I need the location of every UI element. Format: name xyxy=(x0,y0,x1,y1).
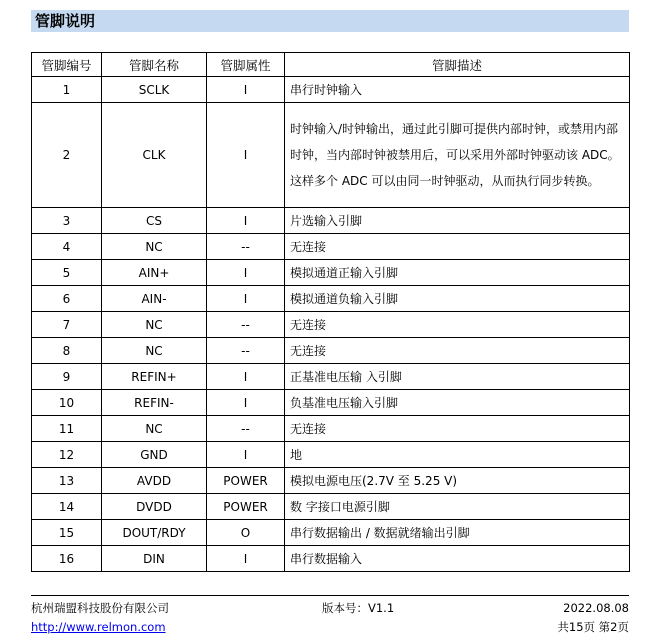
pin-description: 正基准电压输 入引脚 xyxy=(285,364,630,390)
pin-number: 9 xyxy=(32,364,102,390)
table-row xyxy=(32,364,630,390)
pin-number: 2 xyxy=(32,103,102,208)
pin-number: 13 xyxy=(32,468,102,494)
header-pin-attribute: 管脚属性 xyxy=(207,53,285,77)
table-row xyxy=(32,416,630,442)
pin-number: 14 xyxy=(32,494,102,520)
pin-attribute: I xyxy=(207,286,285,312)
pin-attribute: I xyxy=(207,390,285,416)
pin-name: REFIN- xyxy=(102,390,207,416)
pin-attribute: POWER xyxy=(207,468,285,494)
table-row xyxy=(32,442,630,468)
pin-attribute: I xyxy=(207,208,285,234)
pin-attribute: I xyxy=(207,77,285,103)
pin-attribute: -- xyxy=(207,338,285,364)
pin-description: 串行时钟输入 xyxy=(285,77,630,103)
table-row xyxy=(32,468,630,494)
pin-name: GND xyxy=(102,442,207,468)
pin-description: 模拟电源电压(2.7V 至 5.25 V) xyxy=(285,468,630,494)
pin-name: CLK xyxy=(102,103,207,208)
pin-name: NC xyxy=(102,338,207,364)
pin-name: DOUT/RDY xyxy=(102,520,207,546)
pin-name: AIN+ xyxy=(102,260,207,286)
pin-description: 无连接 xyxy=(285,234,630,260)
section-title: 管脚说明 xyxy=(35,12,96,30)
pin-attribute: -- xyxy=(207,416,285,442)
table-row xyxy=(32,208,630,234)
table-row xyxy=(32,338,630,364)
section-header-bar xyxy=(31,10,629,32)
pin-name: DVDD xyxy=(102,494,207,520)
pin-attribute: I xyxy=(207,260,285,286)
pin-attribute: I xyxy=(207,546,285,572)
pin-description: 数 字接口电源引脚 xyxy=(285,494,630,520)
pin-table xyxy=(31,52,630,572)
footer-website-link[interactable]: http://www.relmon.com xyxy=(31,620,166,634)
table-row xyxy=(32,546,630,572)
pin-name: SCLK xyxy=(102,77,207,103)
table-row xyxy=(32,77,630,103)
pin-name: DIN xyxy=(102,546,207,572)
pin-description: 无连接 xyxy=(285,338,630,364)
footer-company: 杭州瑞盟科技股份有限公司 xyxy=(31,601,169,615)
pin-attribute: -- xyxy=(207,234,285,260)
table-header-row xyxy=(32,53,630,77)
table-row xyxy=(32,520,630,546)
pin-name: AIN- xyxy=(102,286,207,312)
pin-description: 片选输入引脚 xyxy=(285,208,630,234)
pin-attribute: I xyxy=(207,103,285,208)
pin-number: 6 xyxy=(32,286,102,312)
pin-description: 串行数据输出 / 数据就绪输出引脚 xyxy=(285,520,630,546)
pin-number: 12 xyxy=(32,442,102,468)
table-row xyxy=(32,390,630,416)
pin-name: NC xyxy=(102,312,207,338)
footer-divider xyxy=(31,595,629,596)
pin-number: 8 xyxy=(32,338,102,364)
pin-name: AVDD xyxy=(102,468,207,494)
pin-attribute: I xyxy=(207,442,285,468)
pin-name: NC xyxy=(102,416,207,442)
pin-number: 10 xyxy=(32,390,102,416)
table-row xyxy=(32,312,630,338)
pin-description: 无连接 xyxy=(285,416,630,442)
pin-description: 模拟通道正输入引脚 xyxy=(285,260,630,286)
header-pin-name: 管脚名称 xyxy=(102,53,207,77)
pin-number: 7 xyxy=(32,312,102,338)
pin-number: 11 xyxy=(32,416,102,442)
pin-name: REFIN+ xyxy=(102,364,207,390)
footer-page-number: 共15页 第2页 xyxy=(557,620,629,634)
pin-description: 串行数据输入 xyxy=(285,546,630,572)
pin-description: 地 xyxy=(285,442,630,468)
header-pin-description: 管脚描述 xyxy=(285,53,630,77)
table-row xyxy=(32,494,630,520)
footer-version: 版本号：V1.1 xyxy=(322,601,395,615)
pin-number: 16 xyxy=(32,546,102,572)
pin-number: 5 xyxy=(32,260,102,286)
pin-name: CS xyxy=(102,208,207,234)
header-pin-number: 管脚编号 xyxy=(32,53,102,77)
pin-number: 4 xyxy=(32,234,102,260)
pin-name: NC xyxy=(102,234,207,260)
pin-attribute: -- xyxy=(207,312,285,338)
pin-description: 负基准电压输入引脚 xyxy=(285,390,630,416)
pin-number: 1 xyxy=(32,77,102,103)
table-row xyxy=(32,260,630,286)
pin-description: 无连接 xyxy=(285,312,630,338)
pin-attribute: POWER xyxy=(207,494,285,520)
pin-number: 15 xyxy=(32,520,102,546)
pin-attribute: I xyxy=(207,364,285,390)
footer-date: 2022.08.08 xyxy=(563,601,629,615)
pin-description: 时钟输入/时钟输出，通过此引脚可提供内部时钟，或禁用内部时钟，当内部时钟被禁用后，可以采用外部时钟驱动该 ADC。这样多个 ADC 可以由同一时钟驱动，从而执行同步转换。 xyxy=(285,103,630,208)
table-row xyxy=(32,286,630,312)
pin-description: 模拟通道负输入引脚 xyxy=(285,286,630,312)
pin-number: 3 xyxy=(32,208,102,234)
table-row xyxy=(32,103,630,208)
table-row xyxy=(32,234,630,260)
pin-attribute: O xyxy=(207,520,285,546)
